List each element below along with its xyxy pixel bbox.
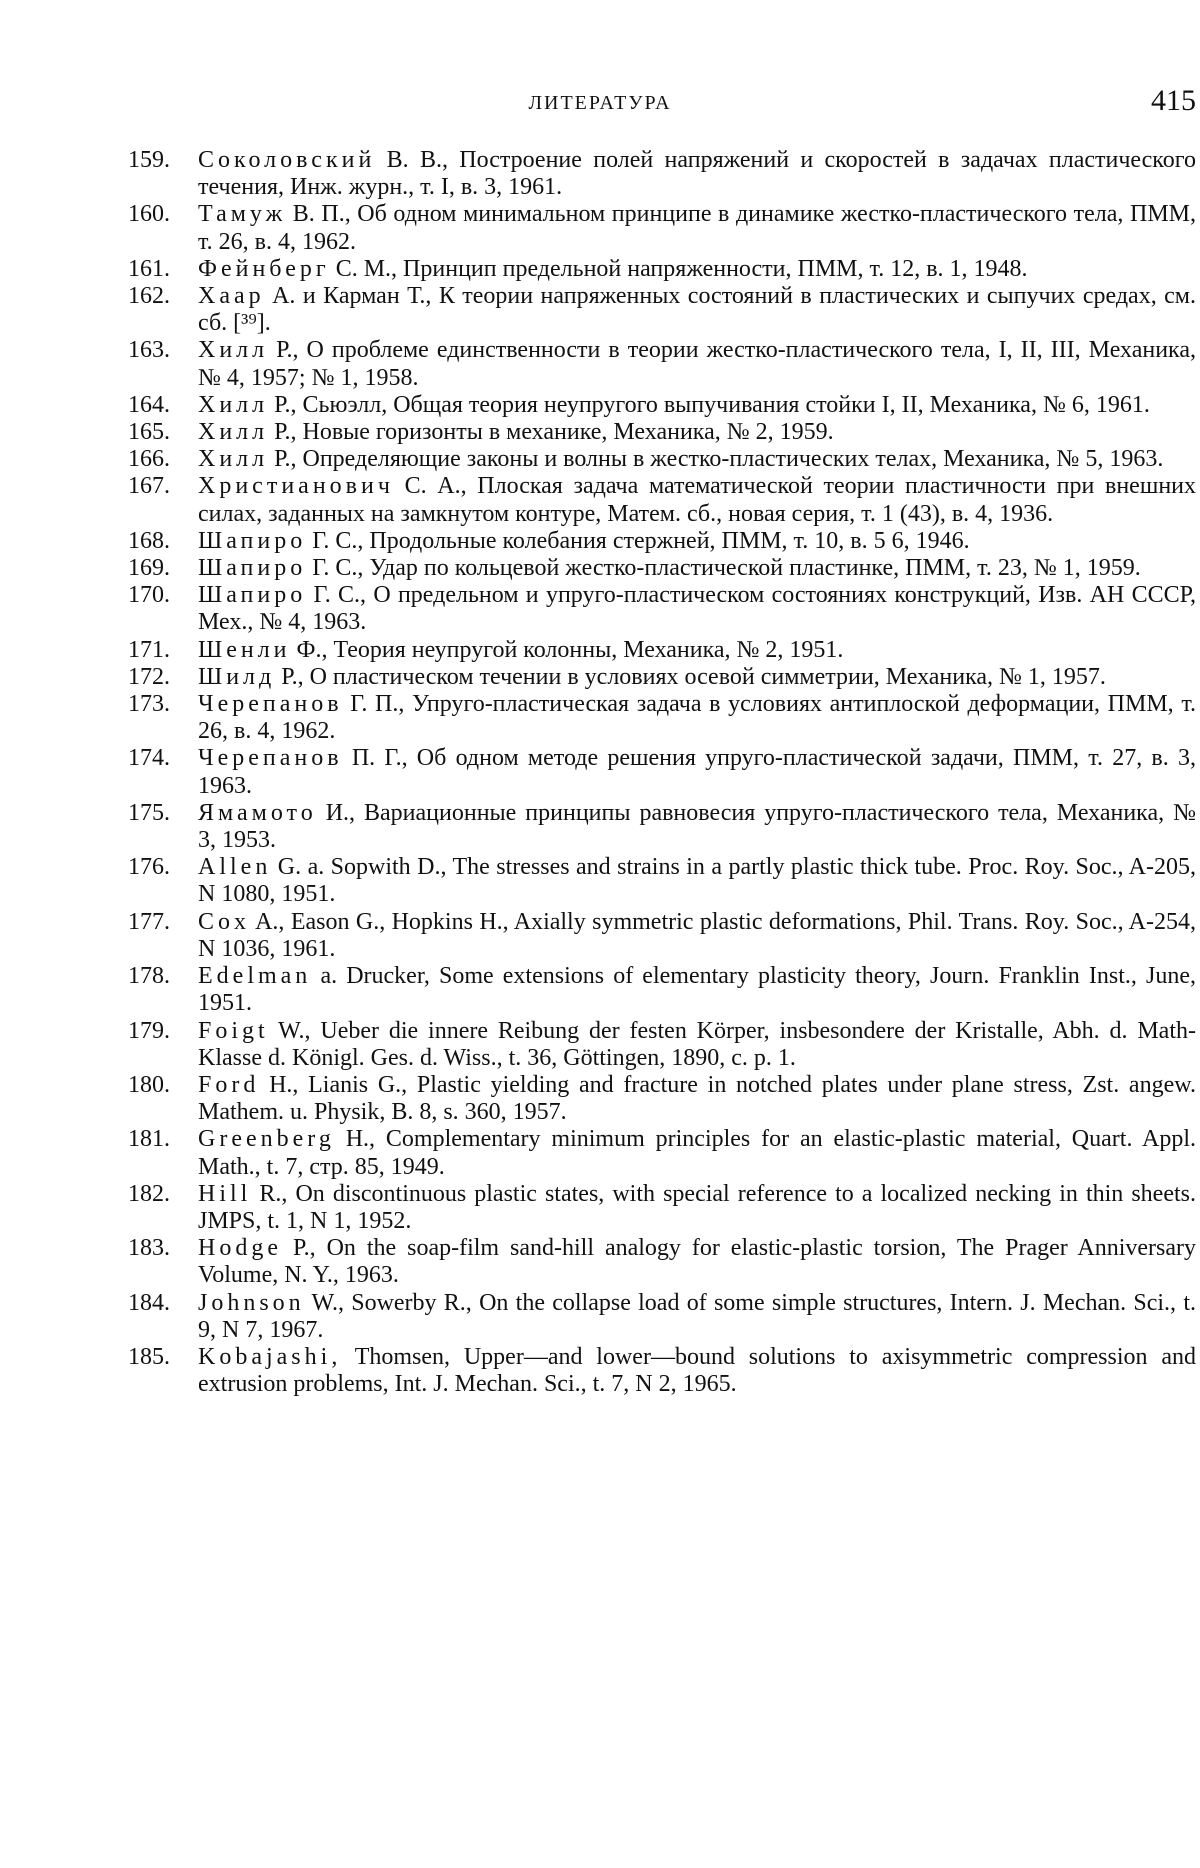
reference-author: Шенли bbox=[198, 636, 291, 663]
reference-text: A., Eason G., Hopkins H., Axially symmetric plastic deformations, Phil. Trans. Roy. Soc., A-254, N 1036, 1961. bbox=[198, 908, 1196, 962]
reference-number: 160. bbox=[128, 201, 170, 228]
running-header: ЛИТЕРАТУРА bbox=[528, 92, 672, 114]
reference-text: Р., Сьюэлл, Общая теория неупругого выпучивания стойки I, II, Механика, № 6, 1961. bbox=[274, 391, 1150, 418]
reference-text: W., Sowerby R., On the collapse load of some simple structures, Intern. J. Mechan. Sci., t. 9, N 7, 1967. bbox=[198, 1289, 1196, 1343]
reference-author: Хилл bbox=[198, 391, 269, 418]
reference-author: Хилл bbox=[198, 446, 269, 473]
reference-author: Хаар bbox=[198, 283, 265, 310]
reference-text: R., On discontinuous plastic states, with special reference to a localized necking in thin sheets. JMPS, t. 1, N 1, 1952. bbox=[198, 1180, 1196, 1234]
reference-item bbox=[128, 664, 1196, 691]
reference-text: Г. С., О предельном и упруго-пластическом состояниях конструкций, Изв. АН СССР, Мех., № 4, 1963. bbox=[198, 582, 1197, 636]
reference-text: Г. С., Продольные колебания стержней, ПММ, т. 10, в. 5 6, 1946. bbox=[312, 527, 970, 554]
reference-number: 180. bbox=[128, 1071, 170, 1098]
reference-item bbox=[128, 528, 1196, 555]
page-number: 415 bbox=[1151, 84, 1196, 117]
reference-text: Р., Определяющие законы и волны в жестко-пластических телах, Механика, № 5, 1963. bbox=[274, 446, 1164, 473]
reference-text: W., Ueber die innere Reibung der festen Körper, insbesondere der Kristalle, Abh. d. Math-Klasse d. Königl. Ges. d. Wiss., t. 36, Göttingen, 1890, c. p. 1. bbox=[198, 1017, 1196, 1071]
reference-number: 163. bbox=[128, 337, 170, 364]
reference-item bbox=[128, 147, 1196, 201]
reference-number: 162. bbox=[128, 283, 170, 310]
reference-text: P., On the soap-film sand-hill analogy for elastic-plastic torsion, The Prager Anniversary Volume, N. Y., 1963. bbox=[198, 1235, 1197, 1289]
reference-author: Фейнберг bbox=[198, 255, 330, 282]
reference-text: H., Lianis G., Plastic yielding and fracture in notched plates under plane stress, Zst. angew. Mathem. u. Physik, B. 8, s. 360, 1957. bbox=[198, 1071, 1196, 1126]
reference-number: 173. bbox=[128, 691, 170, 718]
reference-number: 161. bbox=[128, 255, 170, 282]
reference-author: Тамуж bbox=[198, 201, 287, 228]
reference-author: Ямамото bbox=[198, 799, 317, 826]
reference-number: 168. bbox=[128, 527, 170, 554]
reference-item bbox=[128, 283, 1196, 337]
reference-item bbox=[128, 963, 1196, 1017]
reference-number: 169. bbox=[128, 555, 170, 582]
reference-number: 178. bbox=[128, 963, 170, 990]
reference-item bbox=[128, 909, 1196, 963]
reference-text: С. М., Принцип предельной напряженности, ПММ, т. 12, в. 1, 1948. bbox=[335, 255, 1028, 282]
reference-number: 185. bbox=[128, 1343, 170, 1370]
reference-author: Cox bbox=[198, 908, 251, 935]
reference-author: Kobajashi, bbox=[198, 1343, 342, 1370]
reference-number: 182. bbox=[128, 1180, 170, 1207]
reference-text: И., Вариационные принципы равновесия упруго-пластического тела, Механика, № 3, 1953. bbox=[198, 799, 1196, 854]
reference-number: 183. bbox=[128, 1235, 170, 1262]
reference-item bbox=[128, 337, 1196, 391]
reference-author: Шапиро bbox=[198, 555, 307, 582]
reference-author: Hodge bbox=[198, 1235, 282, 1262]
reference-number: 181. bbox=[128, 1126, 170, 1153]
reference-author: Foigt bbox=[198, 1017, 269, 1044]
reference-item bbox=[128, 800, 1196, 854]
reference-item bbox=[128, 1235, 1196, 1289]
reference-number: 175. bbox=[128, 799, 170, 826]
reference-text: H., Complementary minimum principles for an elastic-plastic material, Quart. Appl. Math., t. 7, стр. 85, 1949. bbox=[198, 1126, 1196, 1180]
reference-author: Соколовский bbox=[198, 147, 376, 173]
reference-author: Edelman bbox=[198, 963, 312, 990]
reference-item bbox=[128, 419, 1196, 446]
reference-text: Р., О проблеме единственности в теории жестко-пластического тела, I, II, III, Механика, № 4, 1957; № 1, 1958. bbox=[198, 337, 1197, 391]
reference-text: А. и Карман Т., К теории напряженных состояний в пластических и сыпучих средах, см. сб. [³⁹]. bbox=[198, 283, 1196, 337]
reference-author: Johnson bbox=[198, 1289, 305, 1316]
reference-number: 184. bbox=[128, 1289, 170, 1316]
reference-author: Greenberg bbox=[198, 1126, 335, 1153]
reference-item bbox=[128, 1290, 1196, 1344]
reference-author: Хилл bbox=[198, 419, 269, 446]
reference-number: 174. bbox=[128, 745, 170, 772]
reference-item bbox=[128, 745, 1196, 799]
reference-number: 159. bbox=[128, 147, 170, 173]
reference-number: 170. bbox=[128, 582, 170, 609]
reference-author: Hill bbox=[198, 1180, 252, 1207]
reference-item bbox=[128, 1181, 1196, 1235]
reference-number: 177. bbox=[128, 908, 170, 935]
reference-item bbox=[128, 473, 1196, 527]
reference-text: Thomsen, Upper—and lower—bound solutions to axisymmetric compression and extrusion problems, Int. J. Mechan. Sci., t. 7, N 2, 1965. bbox=[198, 1343, 1196, 1398]
reference-author: Allen bbox=[198, 854, 272, 881]
reference-number: 179. bbox=[128, 1017, 170, 1044]
reference-author: Шапиро bbox=[198, 527, 307, 554]
reference-number: 171. bbox=[128, 636, 170, 663]
reference-number: 165. bbox=[128, 419, 170, 446]
reference-item bbox=[128, 1126, 1196, 1180]
reference-author: Шапиро bbox=[198, 582, 307, 609]
reference-number: 164. bbox=[128, 391, 170, 418]
reference-text: В. П., Об одном минимальном принципе в динамике жестко-пластического тела, ПММ, т. 26, в. 4, 1962. bbox=[198, 201, 1196, 255]
reference-author: Хилл bbox=[198, 337, 269, 364]
reference-text: a. Drucker, Some extensions of elementary plasticity theory, Journ. Franklin Inst., June, 1951. bbox=[198, 963, 1197, 1017]
reference-text: Р., О пластическом течении в условиях осевой симметрии, Механика, № 1, 1957. bbox=[281, 663, 1106, 690]
reference-list bbox=[128, 147, 1196, 1398]
reference-item bbox=[128, 1018, 1196, 1072]
reference-item bbox=[128, 201, 1196, 255]
reference-author: Шилд bbox=[198, 663, 276, 690]
reference-item bbox=[128, 637, 1196, 664]
reference-text: П. Г., Об одном методе решения упруго-пластической задачи, ПММ, т. 27, в. 3, 1963. bbox=[198, 745, 1197, 799]
reference-author: Христианович bbox=[198, 473, 394, 500]
reference-item bbox=[128, 582, 1196, 636]
reference-number: 172. bbox=[128, 663, 170, 690]
reference-text: С. А., Плоская задача математической теории пластичности при внешних силах, заданных на замкнутом контуре, Матем. сб., новая серия, т. 1 (43), в. 4, 1936. bbox=[198, 473, 1197, 527]
reference-item bbox=[128, 1072, 1196, 1126]
reference-item bbox=[128, 256, 1196, 283]
reference-item bbox=[128, 854, 1196, 908]
reference-number: 176. bbox=[128, 854, 170, 881]
reference-item bbox=[128, 555, 1196, 582]
reference-number: 167. bbox=[128, 473, 170, 500]
reference-number: 166. bbox=[128, 446, 170, 473]
reference-text: G. a. Sopwith D., The stresses and strains in a partly plastic thick tube. Proc. Roy. Soc., A-205, N 1080, 1951. bbox=[198, 854, 1197, 908]
reference-item bbox=[128, 1344, 1196, 1398]
reference-text: Г. П., Упруго-пластическая задача в условиях антиплоской деформации, ПММ, т. 26, в. 4, 1962. bbox=[198, 691, 1196, 745]
reference-text: Р., Новые горизонты в механике, Механика, № 2, 1959. bbox=[274, 419, 834, 446]
reference-author: Черепанов bbox=[198, 691, 343, 718]
reference-author: Черепанов bbox=[198, 745, 343, 772]
reference-item bbox=[128, 446, 1196, 473]
reference-text: Ф., Теория неупругой колонны, Механика, № 2, 1951. bbox=[296, 636, 844, 663]
reference-author: Ford bbox=[198, 1071, 260, 1098]
reference-text: Г. С., Удар по кольцевой жестко-пластической пластинке, ПММ, т. 23, № 1, 1959. bbox=[312, 555, 1141, 582]
reference-item bbox=[128, 392, 1196, 419]
reference-text: В. В., Построение полей напряжений и скоростей в задачах пластического течения, Инж. журн., т. I, в. 3, 1961. bbox=[198, 147, 1196, 201]
reference-item bbox=[128, 691, 1196, 745]
